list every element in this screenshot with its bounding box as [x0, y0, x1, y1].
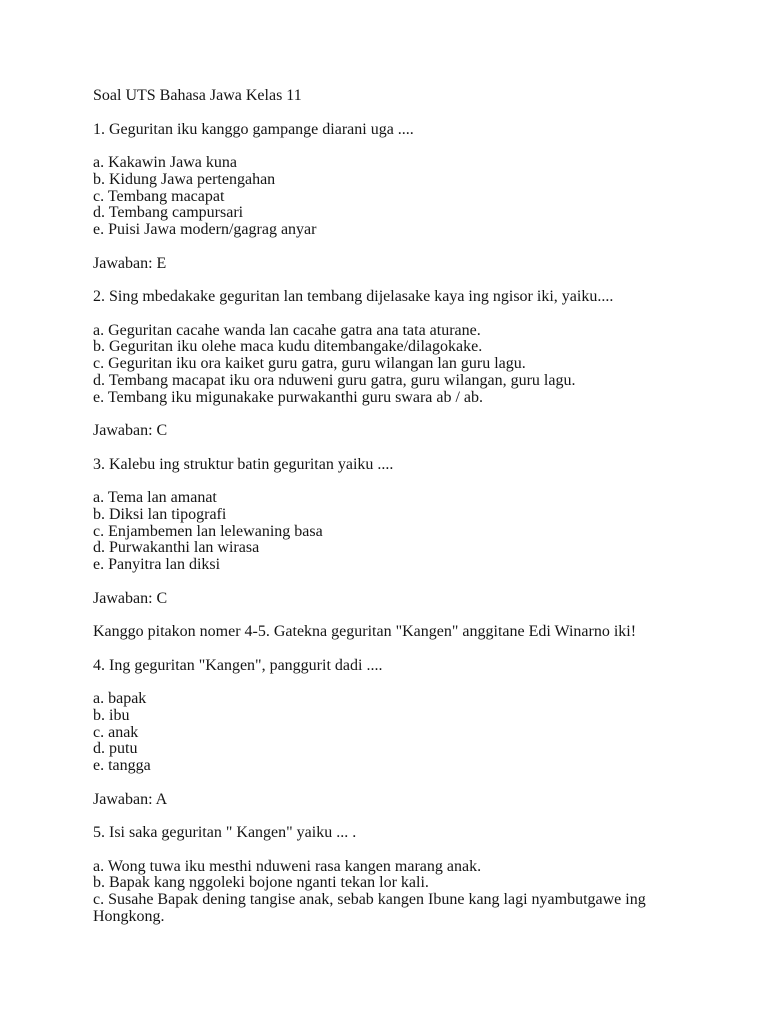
question-1 [93, 122, 675, 273]
question-4 [93, 658, 675, 809]
question-1-option-d: d. Tembang campursari [93, 204, 244, 222]
question-1-option-c: c. Tembang macapat [93, 187, 225, 205]
question-1-options [93, 155, 675, 239]
question-2-option-e: e. Tembang iku migunakake purwakanthi guru swara ab / ab. [93, 388, 484, 406]
question-1-answer: Jawaban: E [93, 254, 167, 272]
document-title: Soal UTS Bahasa Jawa Kelas 11 [93, 87, 302, 104]
question-4-answer: Jawaban: A [93, 790, 168, 808]
question-2-option-c: c. Geguritan iku ora kaiket guru gatra, guru wilangan lan guru lagu. [93, 355, 526, 372]
question-4-option-b: b. ibu [93, 706, 130, 724]
question-3-option-b: b. Diksi lan tipografi [93, 505, 227, 523]
question-1-option-b: b. Kidung Jawa pertengahan [93, 170, 276, 188]
question-4-option-c: c. anak [93, 723, 139, 741]
question-3-prompt: 3. Kalebu ing struktur batin geguritan yaiku .... [93, 455, 394, 473]
question-3-option-c: c. Enjambemen lan lelewaning basa [93, 522, 323, 540]
question-4-options [93, 691, 675, 775]
question-2-options [93, 323, 675, 407]
passage-instruction: Kanggo pitakon nomer 4-5. Gatekna geguritan "Kangen" anggitane Edi Winarno iki! [93, 623, 637, 640]
question-5-option-b: b. Bapak kang nggoleki bojone nganti tekan lor kali. [93, 874, 429, 892]
question-1-option-e: e. Puisi Jawa modern/gagrag anyar [93, 221, 317, 238]
question-2-option-d: d. Tembang macapat iku ora nduweni guru gatra, guru wilangan, guru lagu. [93, 371, 576, 389]
question-2-option-a: a. Geguritan cacahe wanda lan cacahe gatra ana tata aturane. [93, 321, 481, 339]
question-4-option-e: e. tangga [93, 757, 151, 774]
question-5-prompt: 5. Isi saka geguritan " Kangen" yaiku ... . [93, 824, 357, 841]
question-3 [93, 457, 675, 608]
question-3-option-a: a. Tema lan amanat [93, 489, 217, 506]
question-3-options [93, 490, 675, 574]
question-1-prompt: 1. Geguritan iku kanggo gampange diarani uga .... [93, 120, 414, 138]
question-2-option-b: b. Geguritan iku olehe maca kudu ditembangake/dilagokake. [93, 338, 483, 356]
question-2-answer: Jawaban: C [93, 422, 168, 439]
question-5-option-c: c. Susahe Bapak dening tangise anak, sebab kangen Ibune kang lagi nyambutgawe ing Hongkong. [93, 891, 650, 925]
question-5 [93, 825, 675, 926]
question-5-option-a: a. Wong tuwa iku mesthi nduweni rasa kangen marang anak. [93, 857, 482, 875]
question-2 [93, 289, 675, 440]
question-2-prompt: 2. Sing mbedakake geguritan lan tembang dijelasake kaya ing ngisor iki, yaiku.... [93, 288, 614, 305]
question-3-option-e: e. Panyitra lan diksi [93, 556, 221, 573]
question-4-option-d: d. putu [93, 740, 138, 758]
question-1-option-a: a. Kakawin Jawa kuna [93, 154, 237, 171]
question-3-answer: Jawaban: C [93, 589, 168, 607]
question-3-option-d: d. Purwakanthi lan wirasa [93, 539, 260, 557]
question-4-option-a: a. bapak [93, 690, 147, 707]
question-4-prompt: 4. Ing geguritan "Kangen", panggurit dadi .... [93, 656, 383, 674]
question-5-options [93, 859, 675, 926]
